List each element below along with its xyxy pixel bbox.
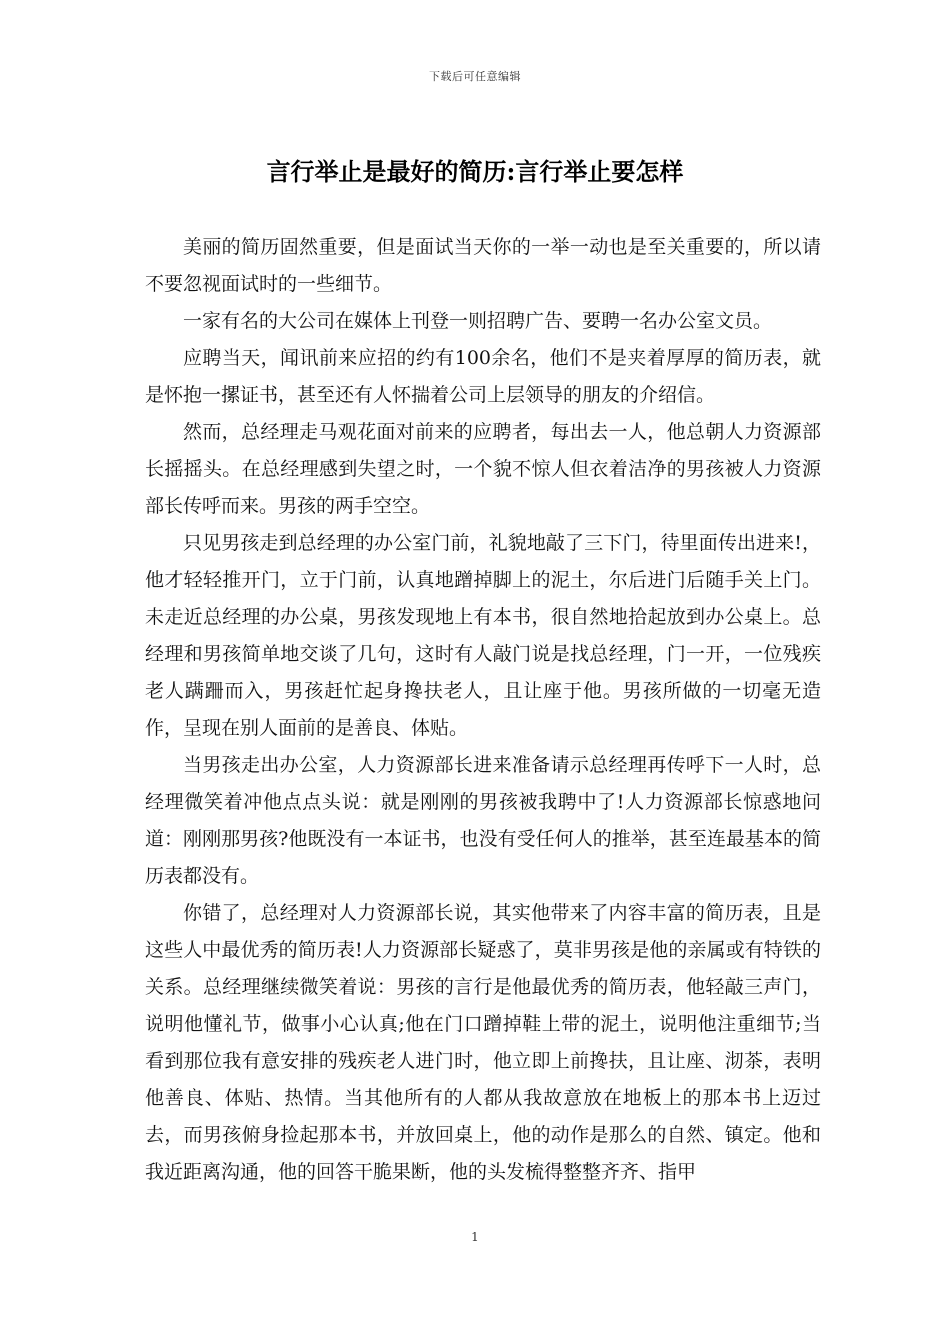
- header-note: 下载后可任意编辑: [429, 70, 521, 83]
- paragraph: 只见男孩走到总经理的办公室门前，礼貌地敲了三下门，待里面传出进来!，他才轻轻推开门，立于门前，认真地蹭掉脚上的泥土，尔后进门后随手关上门。未走近总经理的办公桌，男孩发现地上有本书，很自然地拾起放到办公桌上。总经理和男孩简单地交谈了几句，这时有人敲门说是找总经理，门一开，一位残疾老人蹒跚而入，男孩赶忙起身搀扶老人，且让座于他。男孩所做的一切毫无造作，呈现在别人面前的是善良、体贴。: [145, 532, 821, 739]
- paragraph: 当男孩走出办公室，人力资源部长进来准备请示总经理再传呼下一人时，总经理微笑着冲他点点头说：就是刚刚的男孩被我聘中了!人力资源部长惊惑地问道：刚刚那男孩?他既没有一本证书，也没有受任何人的推举，甚至连最基本的简历表都没有。: [145, 754, 821, 887]
- document-body: [145, 229, 821, 1191]
- paragraph: 应聘当天，闻讯前来应招的约有100余名，他们不是夹着厚厚的简历表，就是怀抱一摞证书，甚至还有人怀揣着公司上层领导的朋友的介绍信。: [145, 347, 821, 406]
- paragraph: 一家有名的大公司在媒体上刊登一则招聘广告、要聘一名办公室文员。: [183, 310, 773, 332]
- paragraph: 然而，总经理走马观花面对前来的应聘者，每出去一人，他总朝人力资源部长摇摇头。在总经理感到失望之时，一个貌不惊人但衣着洁净的男孩被人力资源部长传呼而来。男孩的两手空空。: [145, 421, 821, 517]
- page-number: 1: [471, 1230, 479, 1244]
- paragraph: 美丽的简历固然重要，但是面试当天你的一举一动也是至关重要的，所以请不要忽视面试时的一些细节。: [145, 236, 821, 295]
- document-title: 言行举止是最好的简历:言行举止要怎样: [266, 157, 684, 186]
- paragraph: 你错了，总经理对人力资源部长说，其实他带来了内容丰富的简历表，且是这些人中最优秀的简历表!人力资源部长疑惑了，莫非男孩是他的亲属或有特铁的关系。总经理继续微笑着说：男孩的言行是他最优秀的简历表，他轻敲三声门，说明他懂礼节，做事小心认真;他在门口蹭掉鞋上带的泥土，说明他注重细节;当看到那位我有意安排的残疾老人进门时，他立即上前搀扶，且让座、沏茶，表明他善良、体贴、热情。当其他所有的人都从我故意放在地板上的那本书上迈过去，而男孩俯身捡起那本书，并放回桌上，他的动作是那么的自然、镇定。他和我近距离沟通，他的回答干脆果断，他的头发梳得整整齐齐、指甲: [145, 902, 821, 1183]
